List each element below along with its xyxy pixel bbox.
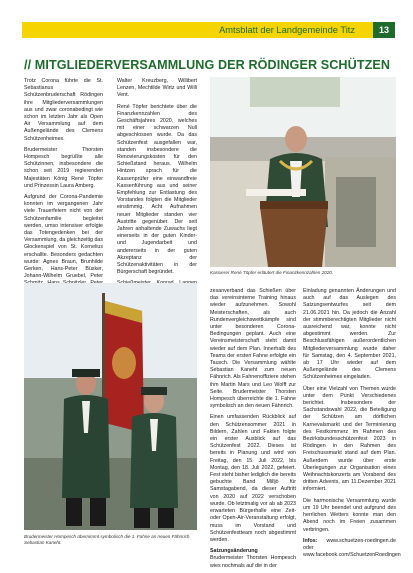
paragraph: Über eine Vielzahl von Themen wurde unter dem Punkt Verschiedenes berichtet. Insbesondere der Sachstandswahl 2022, die Beteiligung der Schützen am dörflichen Karnevalsmarkt und der Terminierung des Festkommerz im Rahmen des Bezirksbundesschützenfest 2023 in Rödingen in den Rahmen des Freischussmarkt stand auf dem Plan. Außerdem wurde über erste Überlegungen zur Organisation eines Weihnachtskonzerts am Vorabend des dritten Advents, am 11.Dezember 2021 informiert. [303, 385, 396, 493]
info-line [303, 537, 401, 560]
paragraph: Einladung genannten Änderungen und auch auf das Auslegen des Satzungsentwurfes seit dem 21.06.2021 hin. Da jedoch die Anzahl der stimmberechtigten Mitglieder nicht ausreichend war, konnte nicht abgestimmt werden. Zur Beschlussfähigen außerordentlichen Mitgliederversammlung wurde daher für Samstag, den 4. September 2021, ab 17 Uhr wieder auf dem Außengelände des Clemens Schützenheimes eingeladen. [303, 288, 396, 381]
text-column-2 [117, 78, 197, 309]
paragraph: Brudermeister Thorsten Hompesch begrüßte alle Schützinnen, insbesondere die schon seit 2019 regierenden Majestäten König René Töpfer und Prinzessin Laura Amberg. [24, 146, 103, 189]
paragraph: Trotz Corona führte die St. Sebastianus Schützenbruderschaft Rödingen ihre Mitgliederversammlungen aus und zwar coronabedingt wie schon im letzten Jahr als Open Air Versammlung auf dem Außengelände des Clemens Schützenheimes. [24, 78, 103, 142]
paragraph: zesanverband das Schießen über das vereinsinterne Training hinaus wieder aufzunehmen. Sowohl Meisterschaften, als auch Rundenvergleichswettkämpfe sind unter besonderen Corona-Bedingungen geplant. Auch eine Vereinsmeisterschaft steht damit wieder auf dem Plan. Innerhalb des Teams der ersten Fahne erfolgte ein Tausch. Die Versammlung wählte Sebastian Kaneht zum neuen Fähnrich. Als Fahnenoffiziere stehen ihm Martin Mars und Leo Wolff zur Seite. Brudermeister Thorsten Hompesch überreichte die 1. Fahne symbolisch an den neuen Fähnrich. [210, 288, 296, 410]
publication-title: Amtsblatt der Landgemeinde Titz [219, 25, 355, 35]
paragraph: Brudermeister Thorsten Hompesch wies nochmals auf die in der [210, 555, 296, 569]
paragraph: Walter Kreuzberg, Willibert Lenzen, Mechtilde Wirtz und Willi Vent. [117, 78, 197, 99]
article-headline: // MITGLIEDERVERSAMMLUNG DER RÖDINGER SCHÜTZEN [24, 58, 391, 72]
page-number: 13 [373, 22, 395, 38]
photo-caption-bottom: Brudermeister Hompesch übernimmt symbolisch die 1. Fahne an neuen Fähnrich Sebastian Kaneht. [24, 534, 190, 545]
info-links: www.schuetzen-roedingen.de oder www.facebook.com/SchuetzenRoedingen [303, 537, 401, 559]
page-header-band [22, 22, 395, 38]
paragraph: Aufgrund der Corona-Pandemie konnten im vergangenen Jahr viele Trauerfeiern nicht von der Schützenfamilie begleitet werden, umso intensiver erfolgte das Totengedenken bei der Versammlung, da gleichzeitig das Glockenspiel von St. Kornelius erschallte. Besonders gedachten wurde: Agnes Braun, Brunhilde Gerken, Hans-Peter Büsker, Johann-Wilhelm Gruebel, Peter [24, 194, 103, 280]
photo-caption-top: Kassierer René Töpfer erläutert die Finanzkennzahlen 2020. [210, 270, 334, 275]
text-column-1 [24, 78, 103, 302]
paragraph: René Töpfer berichtete über die Finanzkennzahlen des Geschäftsjahres 2020, welches mit einer schwarzen Null abgeschlossen wurde. Da das Schützenfest ausgefallen war, standen insbesondere die Renovierungskosten für den Schießstand heraus. Wilhelm Hintzen sprach für die Kassenprüfer eine einwandfreie Kassenführung aus und seiner Empfehlung zur Entlastung des Vorstandes folgten die Mitglieder einstimmig. Acht Aufnahmen neuer Mitglieder standen vier Austritte gegenüber. Der seit Jahren anhaltende Zuwachs liegt einerseits in der guten Kinder- und Jugendarbeit und andererseits in der guten Akzeptanz der Schützenaktivitäten in der Bürgerschaft begründet. [117, 103, 197, 276]
info-label: Infos: [303, 537, 318, 544]
photo-flag-handover [24, 283, 197, 530]
text-column-4 [303, 288, 401, 559]
paragraph: Einen umfassenden Rückblick auf den Schützensommer 2021 in Bildern, Zahlen und Fakten folgte ein erster Ausblick auf das Schützenfest 2022. Dieses ist bereits in Planung und wird von Freitag, den 15. Juli 2022, bis Montag, den 18. Juli 2022, gefeiert. Fest steht bisher lediglich die bereits gebuchte Band Milljö für Samstagabend, da dieser Auftritt von 2020 auf 2022 verschoben wurde. Ob letztmalig vor ab ab 2023 erwarteten Bürgerhalle eine Zeit- oder Open-Air-Veranstaltung erfolgt, muss im Vorstand und Schützenfestteam noch abgestimmt werden. [210, 414, 296, 543]
photo-treasurer [210, 77, 396, 267]
text-column-3 [210, 288, 296, 570]
paragraph: Die harmonische Versammlung wurde um 19 Uhr beendet und aufgrund des herrlichen Wetters konnte man den Abend noch im Freien zusammen verbringen. [303, 497, 396, 533]
section-subheading: Satzungsänderung [210, 548, 258, 555]
